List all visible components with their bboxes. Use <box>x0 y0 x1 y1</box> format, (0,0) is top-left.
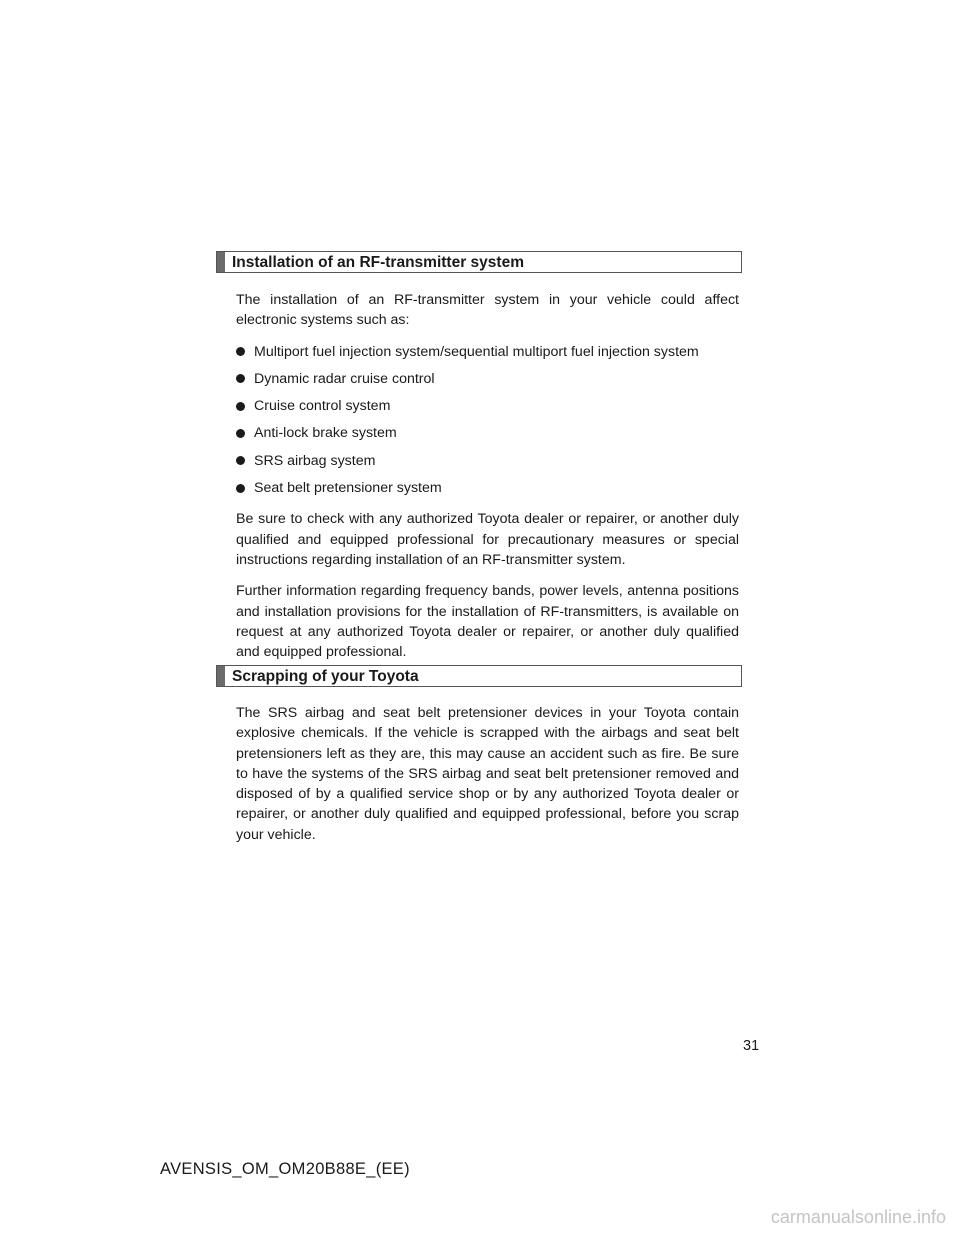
section-content-rf-transmitter <box>236 290 739 673</box>
section-header-bar <box>217 252 225 272</box>
section-header-bar <box>217 666 225 686</box>
section-title: Installation of an RF-transmitter system <box>232 254 524 271</box>
affected-systems-list <box>236 342 739 499</box>
page-number: 31 <box>743 1038 760 1054</box>
list-item-text: Anti-lock brake system <box>254 425 397 442</box>
paragraph-scrapping: The SRS airbag and seat belt pretensioner devices in your Toyota contain explosive chemicals. If the vehicle is scrapped with the airbags and seat belt pretensioners left as they are, this may cause an accident such as fire. Be sure to have the systems of the SRS airbag and seat belt pretensioner removed and disposed of by a qualified service shop or by any authorized Toyota dealer or repairer, or another duly qualified and equipped professional, before you scrap your vehicle. <box>236 705 739 843</box>
watermark-text: carmanualsonline.info <box>770 1207 946 1227</box>
paragraph-further-info: Further information regarding frequency bands, power levels, antenna positions and installation provisions for the installation of RF-transmitters, is available on request at any authorized Toyota dealer or repairer, or another duly qualified and equipped professional. <box>236 583 739 661</box>
paragraph-precautions: Be sure to check with any authorized Toyota dealer or repairer, or another duly qualified and equipped professional for precautionary measures or special instructions regarding installation of an RF-transmitter system. <box>236 511 739 568</box>
section-header-scrapping <box>216 665 742 687</box>
list-item <box>236 369 739 389</box>
list-item <box>236 451 739 471</box>
bullet-icon <box>236 347 245 356</box>
paragraph-intro: The installation of an RF-transmitter system in your vehicle could affect electronic systems such as: <box>236 292 739 329</box>
bullet-icon <box>236 429 245 438</box>
list-item-text: SRS airbag system <box>254 452 376 469</box>
list-item-text: Seat belt pretensioner system <box>254 480 442 497</box>
list-item <box>236 478 739 498</box>
list-item-text: Multiport fuel injection system/sequential multiport fuel injection system <box>254 343 699 360</box>
bullet-icon <box>236 374 245 383</box>
list-item <box>236 396 739 416</box>
bullet-icon <box>236 484 245 493</box>
section-header-rf-transmitter <box>216 251 742 273</box>
bullet-icon <box>236 402 245 411</box>
section-content-scrapping <box>236 703 739 856</box>
list-item-text: Cruise control system <box>254 398 391 415</box>
list-item <box>236 423 739 443</box>
document-footer-code: AVENSIS_OM_OM20B88E_(EE) <box>160 1160 410 1178</box>
section-title: Scrapping of your Toyota <box>232 668 419 685</box>
list-item-text: Dynamic radar cruise control <box>254 370 435 387</box>
bullet-icon <box>236 456 245 465</box>
list-item <box>236 342 739 362</box>
